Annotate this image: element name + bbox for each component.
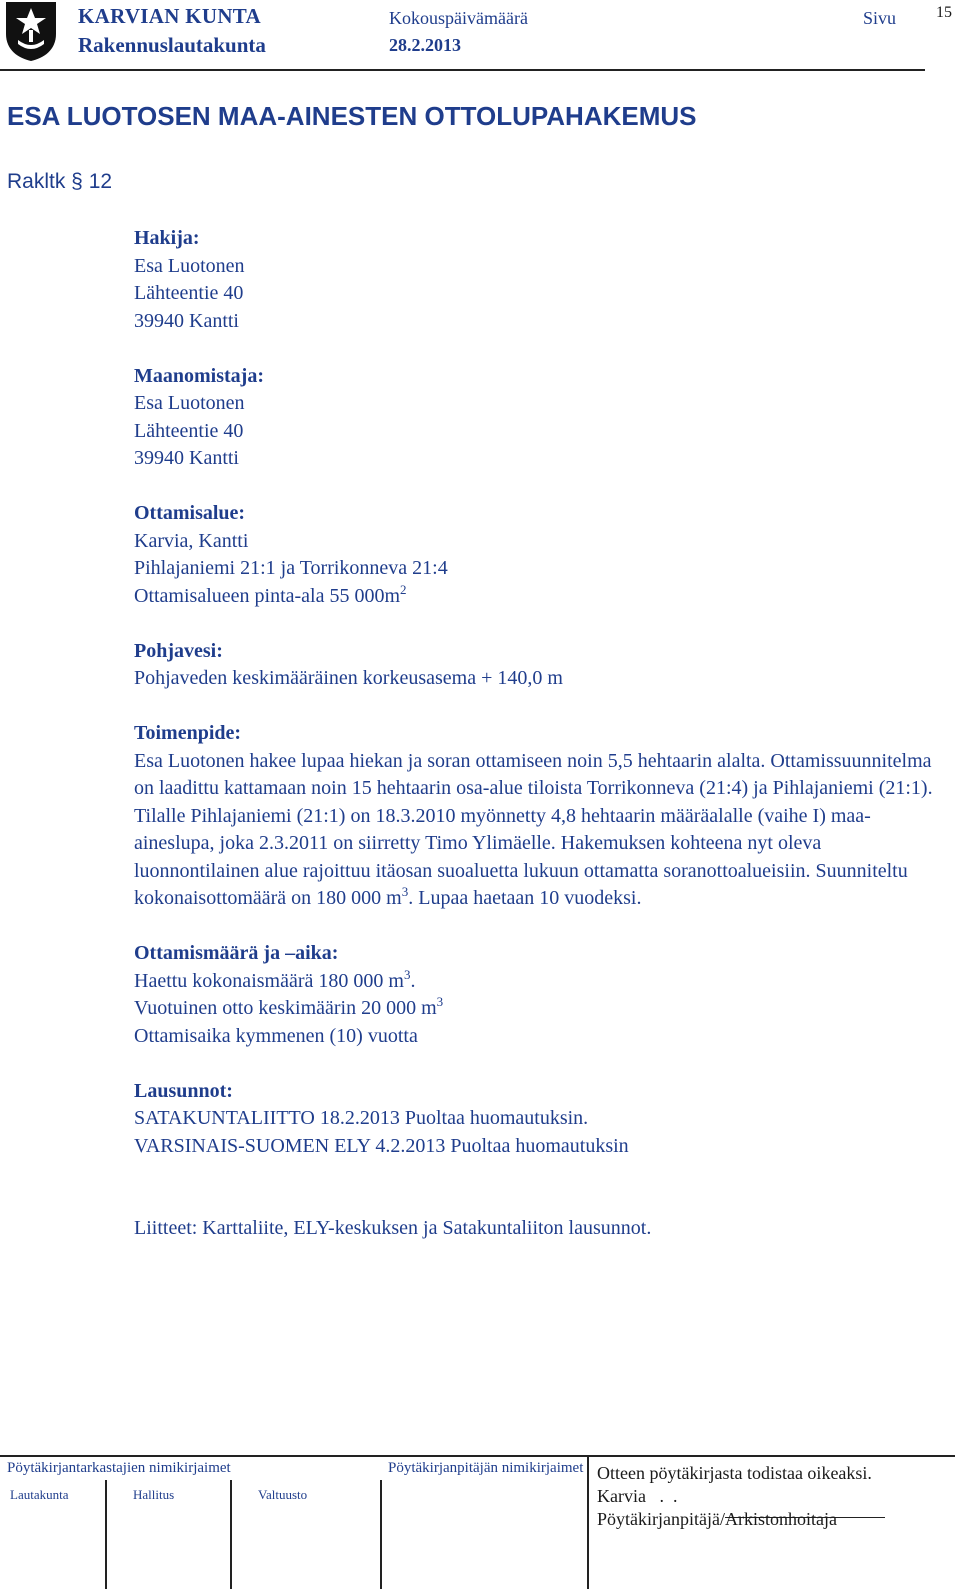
footer-column-divider xyxy=(105,1480,107,1589)
meeting-date: 28.2.2013 xyxy=(389,35,461,55)
header-divider xyxy=(0,69,925,71)
extraction-area-heading: Ottamisalue: xyxy=(134,502,246,524)
statement-line: VARSINAIS-SUOMEN ELY 4.2.2013 Puoltaa huomautuksin xyxy=(134,1134,629,1157)
amount-annual: Vuotuinen otto keskimäärin 20 000 $m^3$ xyxy=(134,994,444,1019)
action-heading: Toimenpide: xyxy=(134,722,242,744)
checkers-label: Pöytäkirjantarkastajien nimikirjaimet xyxy=(7,1460,231,1476)
certify-text: Otteen pöytäkirjasta todistaa oikeaksi. xyxy=(597,1463,872,1483)
coat-of-arms-icon xyxy=(4,0,58,62)
action-paragraph: Esa Luotonen hakee lupaa hiekan ja soran ottamiseen noin 5,5 hehtaarin alalta. Ottamissuunnitelma on laadittu kattamaan noin 15 hehtaarin osa-alue tiloista Torrikonneva (21:4) ja Pihlajaniemi (21:1). Tilalle Pihlajaniemi (21:1) on 18.3.2010 myönnetty 4,8 hehtaarin määräalalle (vaihe I) maa-aineslupa, joka 2.3.2011 on siirretty Timo Ylimäelle. Hakemuksen kohteena nyt oleva luonnontilainen alue rajoittuu itäosan suoaluetta lukuun ottamatta soranottoalueisiin. Suunniteltu kokonaisottomäärä on 180 000 $m^3$. Lupaa haetaan 10 vuodeksi. xyxy=(134,749,933,909)
applicant-line: Esa Luotonen xyxy=(134,254,245,277)
secretary-label: Pöytäkirjanpitäjän nimikirjaimet xyxy=(388,1460,584,1476)
org-name: KARVIAN KUNTA xyxy=(78,4,262,28)
extraction-area-size: Ottamisalueen pinta-ala 55 $000m^2$ xyxy=(134,581,407,607)
groundwater-line: Pohjaveden keskimääräinen korkeusasema + 140,0 m xyxy=(134,667,563,689)
groundwater-heading: Pohjavesi: xyxy=(134,639,223,662)
landowner-line: 39940 Kantti xyxy=(134,447,239,469)
column-lautakunta: Lautakunta xyxy=(10,1487,69,1502)
place-date: Karvia . . xyxy=(597,1486,678,1506)
landowner-line: Esa Luotonen xyxy=(134,392,245,414)
footer-column-divider xyxy=(230,1480,232,1589)
extraction-area-line: Pihlajaniemi 21:1 ja Torrikonneva 21:4 xyxy=(134,557,448,579)
meeting-date-label: Kokouspäivämäärä xyxy=(389,8,528,28)
board-name: Rakennuslautakunta xyxy=(78,33,266,57)
footer-column-divider xyxy=(380,1480,382,1589)
applicant-line: Lähteentie 40 xyxy=(134,282,244,304)
landowner-heading: Maanomistaja: xyxy=(134,364,264,387)
attachments-line: Liitteet: Karttaliite, ELY-keskuksen ja Satakuntaliiton lausunnot. xyxy=(134,1217,652,1239)
statements-heading: Lausunnot: xyxy=(134,1079,233,1102)
amount-duration: Ottamisaika kymmenen (10) vuotta xyxy=(134,1024,418,1047)
section-reference: Rakltk § 12 xyxy=(7,170,113,193)
document-title: ESA LUOTOSEN MAA-AINESTEN OTTOLUPAHAKEMUS xyxy=(7,101,697,131)
amount-heading: Ottamismäärä ja –aika: xyxy=(134,942,339,964)
extraction-area-line: Karvia, Kantti xyxy=(134,529,249,552)
page-label: Sivu xyxy=(863,8,897,28)
amount-total: Haettu kokonaismäärä 180 000 $m^3$. xyxy=(134,966,416,992)
page-number: 15 xyxy=(936,4,952,21)
document-body xyxy=(134,225,949,1243)
column-hallitus: Hallitus xyxy=(133,1487,175,1502)
landowner-line: Lähteentie 40 xyxy=(134,419,244,442)
signer-title: Pöytäkirjanpitäjä/Arkistonhoitaja xyxy=(597,1509,837,1529)
applicant-heading: Hakija: xyxy=(134,227,200,249)
applicant-line: 39940 Kantti xyxy=(134,309,239,332)
column-valtuusto: Valtuusto xyxy=(258,1487,308,1502)
statement-line: SATAKUNTALIITTO 18.2.2013 Puoltaa huomautuksin. xyxy=(134,1107,589,1129)
